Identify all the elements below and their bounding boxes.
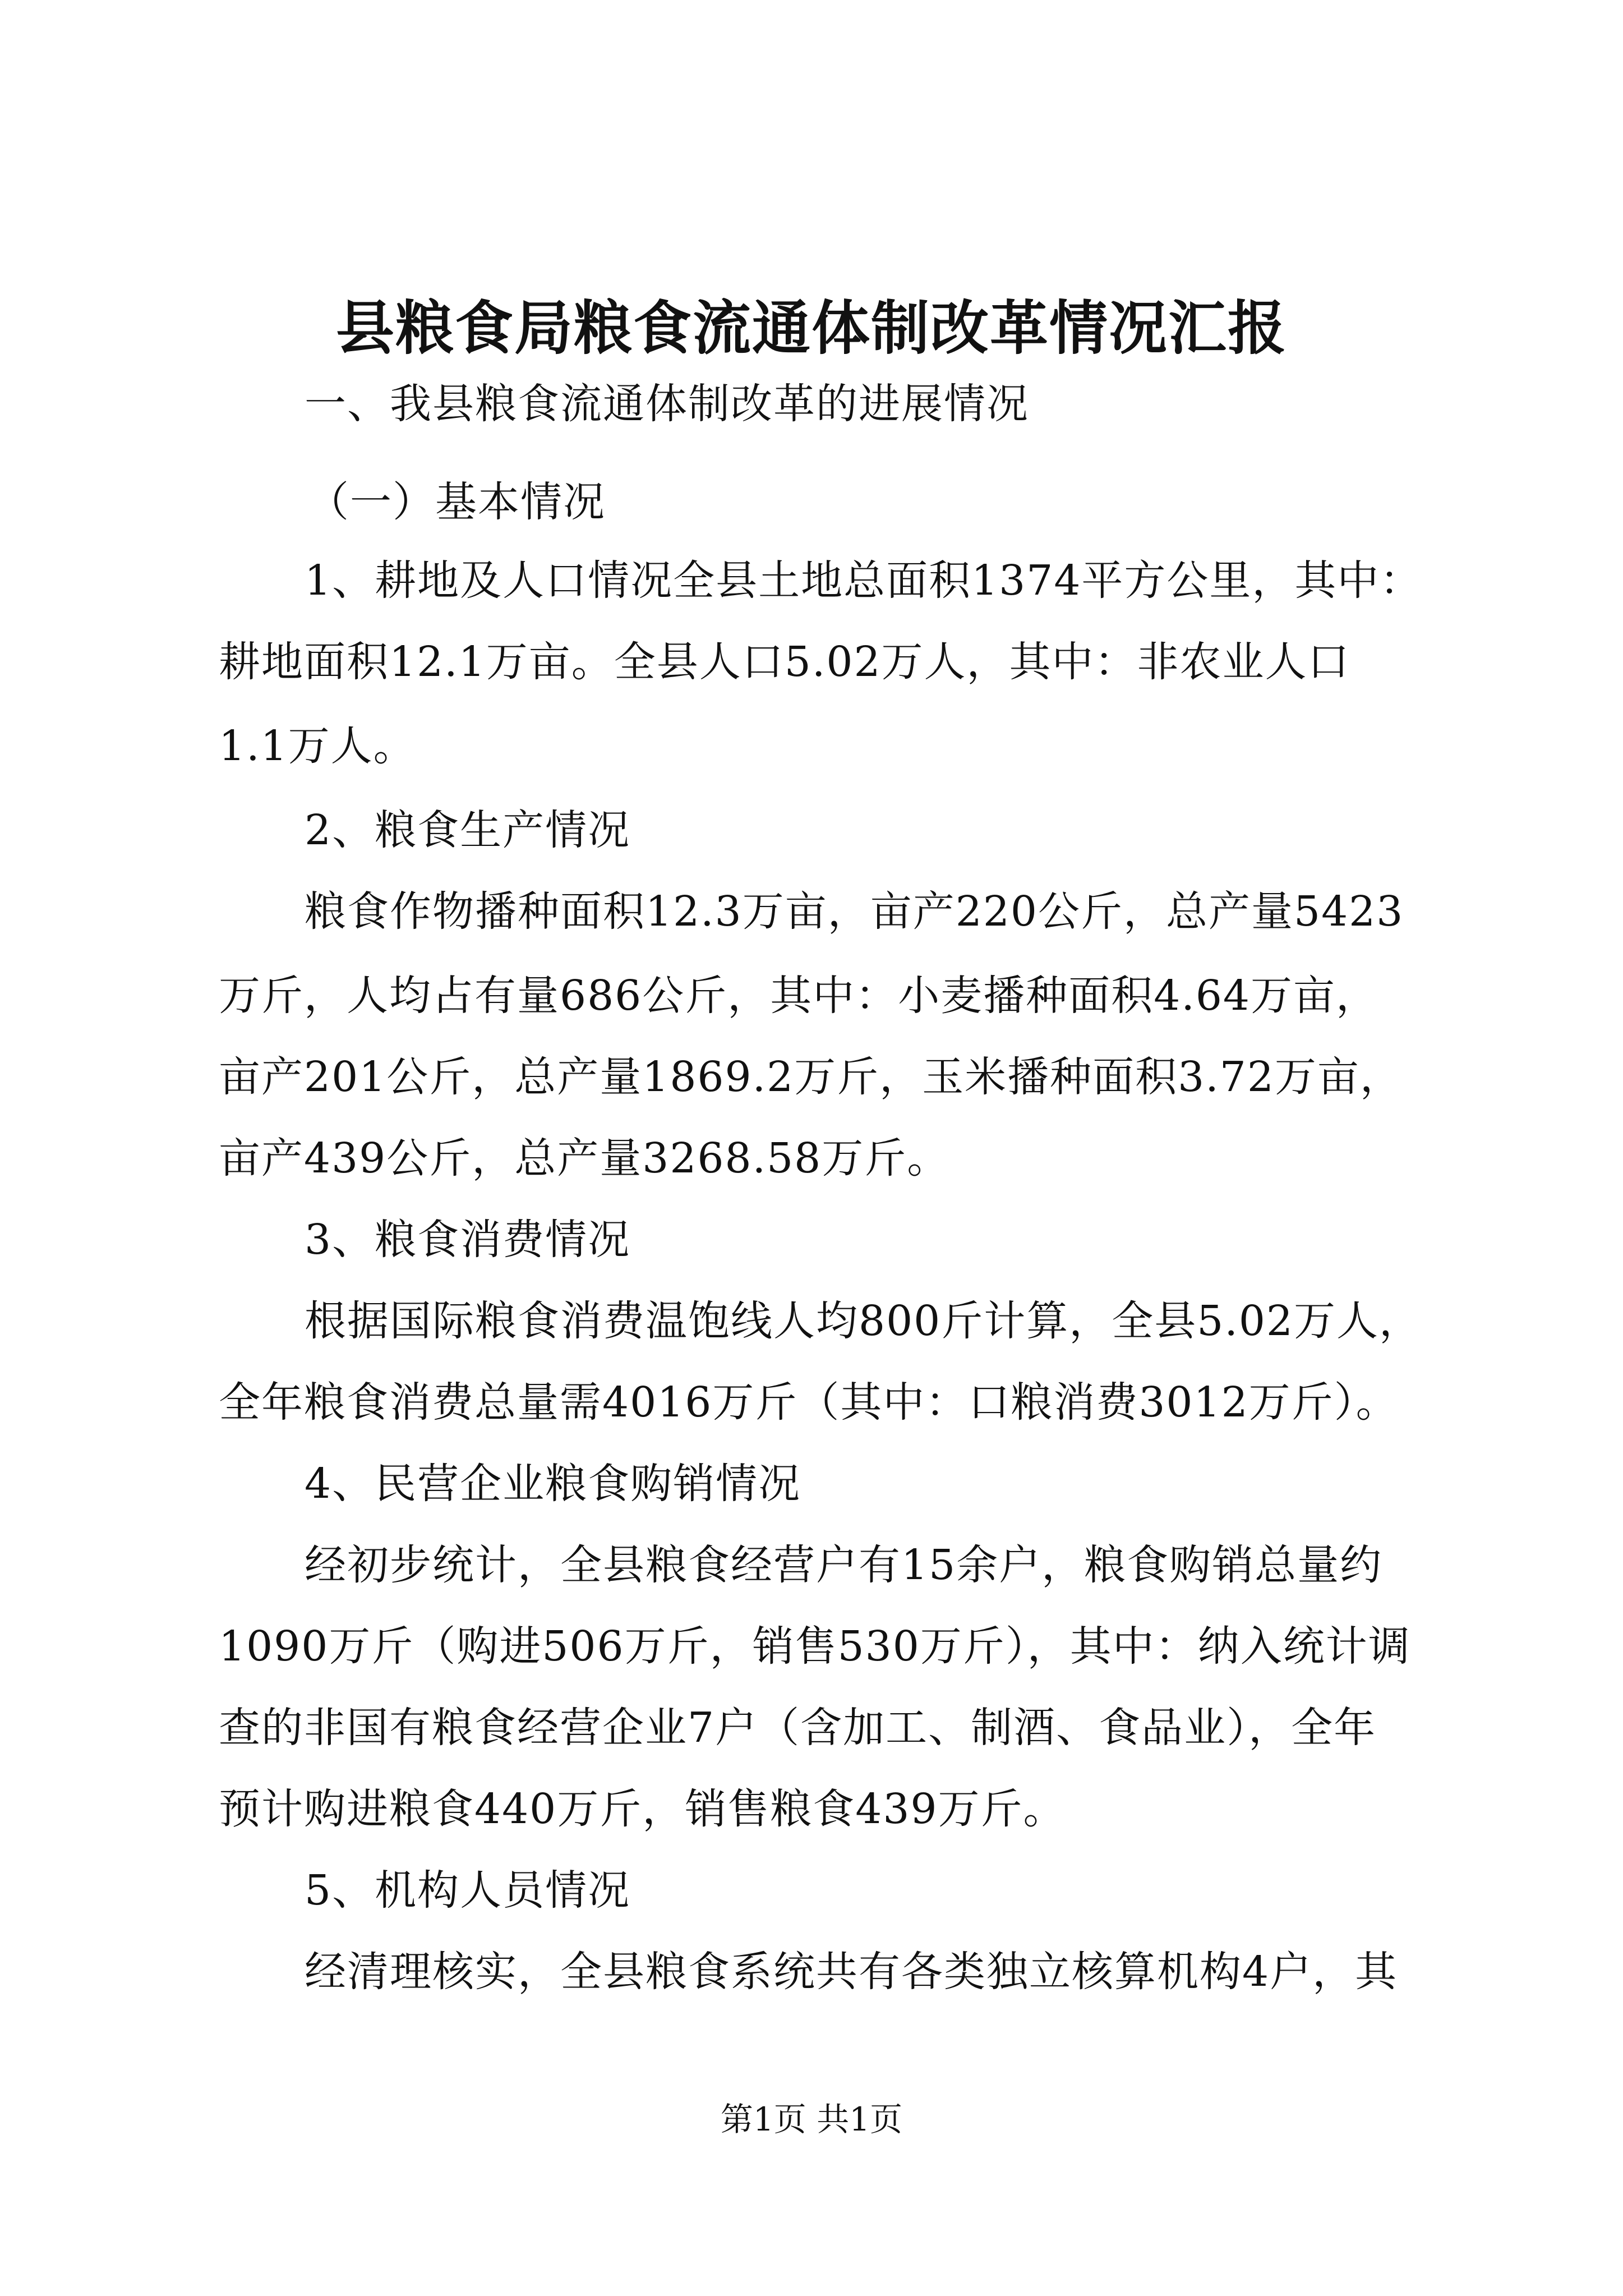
item-heading: 4、民营企业粮食购销情况 xyxy=(305,1460,801,1508)
paragraph-line: 1.1万人。 xyxy=(219,722,416,770)
item-heading: 2、粮食生产情况 xyxy=(305,806,631,854)
paragraph-line: 根据国际粮食消费温饱线人均800斤计算，全县5.02万人， xyxy=(305,1297,1422,1345)
subsection-heading: （一）基本情况 xyxy=(307,478,606,526)
paragraph-line: 亩产439公斤，总产量3268.58万斤。 xyxy=(219,1134,950,1182)
paragraph-line: 全年粮食消费总量需4016万斤（其中：口粮消费3012万斤）。 xyxy=(219,1378,1399,1427)
paragraph-line: 1、耕地及人口情况全县土地总面积1374平方公里，其中： xyxy=(305,556,1423,605)
paragraph-line: 预计购进粮食440万斤，销售粮食439万斤。 xyxy=(219,1785,1066,1833)
document-title: 县粮食局粮食流通体制改革情况汇报 xyxy=(335,293,1287,362)
paragraph-line: 1090万斤（购进506万斤，销售530万斤），其中：纳入统计调 xyxy=(219,1622,1411,1671)
paragraph-line: 亩产201公斤，总产量1869.2万斤，玉米播种面积3.72万亩， xyxy=(219,1053,1403,1101)
paragraph-line: 耕地面积12.1万亩。全县人口5.02万人，其中：非农业人口 xyxy=(219,638,1350,686)
section-heading: 一、我县粮食流通体制改革的进展情况 xyxy=(305,380,1029,428)
page-footer: 第1页 共1页 xyxy=(720,2100,903,2138)
paragraph-line: 经清理核实，全县粮食系统共有各类独立核算机构4户，其 xyxy=(305,1948,1398,1996)
paragraph-line: 查的非国有粮食经营企业7户（含加工、制酒、食品业），全年 xyxy=(219,1704,1377,1752)
paragraph-line: 经初步统计，全县粮食经营户有15余户，粮食购销总量约 xyxy=(305,1541,1383,1589)
item-heading: 3、粮食消费情况 xyxy=(305,1216,631,1264)
paragraph-line: 万斤，人均占有量686公斤，其中：小麦播种面积4.64万亩， xyxy=(219,972,1379,1020)
paragraph-line: 粮食作物播种面积12.3万亩，亩产220公斤，总产量5423 xyxy=(305,887,1404,936)
item-heading: 5、机构人员情况 xyxy=(305,1866,631,1915)
